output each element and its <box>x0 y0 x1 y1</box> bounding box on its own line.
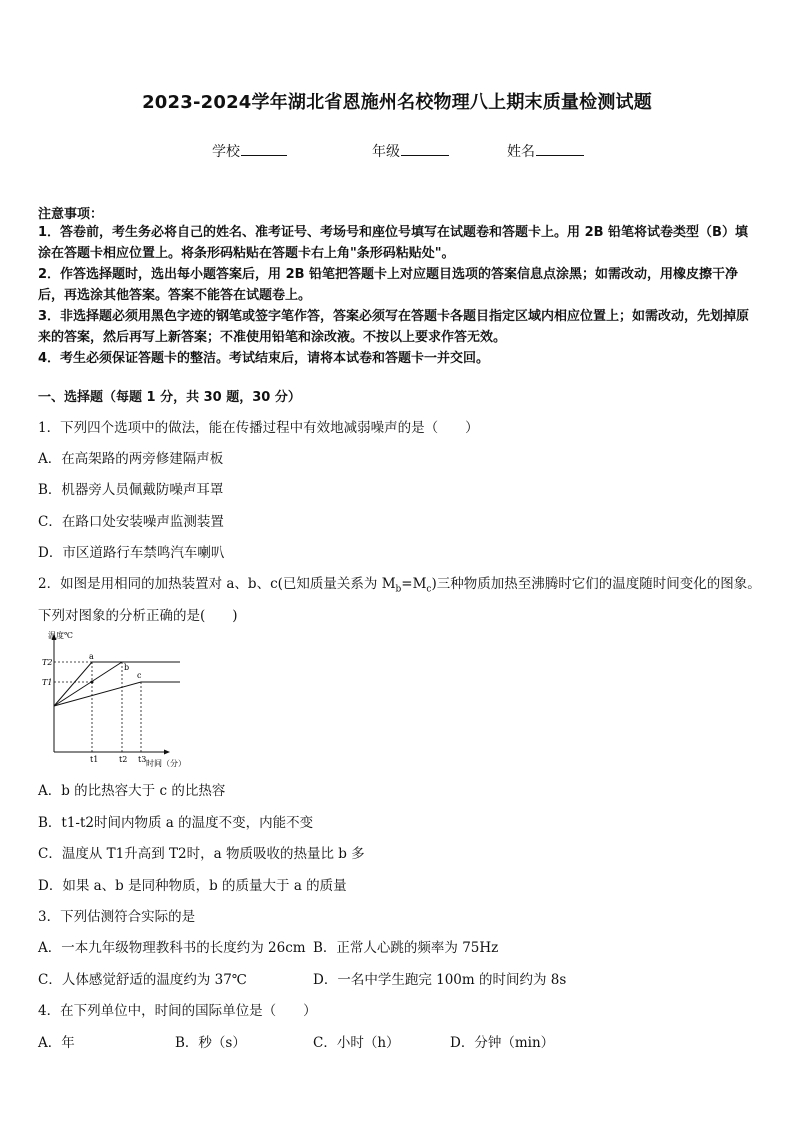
name-blank[interactable] <box>536 141 584 156</box>
question-stem: 1．下列四个选项中的做法，能在传播过程中有效地减弱噪声的是（ ） <box>38 420 479 436</box>
option-d[interactable]: D．市区道路行车禁鸣汽车喇叭 <box>38 545 225 561</box>
school-field[interactable] <box>212 141 287 161</box>
option-b[interactable]: B．正常人心跳的频率为 75Hz <box>313 940 499 956</box>
name-field[interactable] <box>507 141 584 161</box>
option-c[interactable]: C．小时（h） <box>313 1035 400 1051</box>
question-stem: 4．在下列单位中，时间的国际单位是（ ） <box>38 1003 317 1019</box>
curve-label-a: a <box>89 652 94 661</box>
option-b[interactable]: B．机器旁人员佩戴防噪声耳罩 <box>38 482 224 498</box>
option-a[interactable]: A．一本九年级物理教科书的长度约为 26cm <box>38 940 306 956</box>
option-a[interactable]: A．年 <box>38 1035 75 1051</box>
option-c[interactable]: C．人体感觉舒适的温度约为 37℃ <box>38 972 247 988</box>
stem-subscript: b <box>395 584 402 595</box>
section-heading: 一、选择题（每题 1 分，共 30 题，30 分） <box>38 390 301 405</box>
curve-label-c: c <box>137 671 142 680</box>
option-b[interactable]: B．秒（s） <box>175 1035 246 1051</box>
x-axis-label: 时间（分） <box>146 759 186 768</box>
school-blank[interactable] <box>241 141 287 156</box>
intersection-dot <box>91 681 94 684</box>
grade-label: 年级 <box>372 144 400 160</box>
name-label: 姓名 <box>507 144 535 160</box>
option-a[interactable]: A．b 的比热容大于 c 的比热容 <box>38 783 226 799</box>
x-axis-arrow <box>164 750 170 755</box>
x-tick-label: t1 <box>90 755 99 764</box>
note-item: 1．答卷前，考生务必将自己的姓名、准考证号、考场号和座位号填写在试题卷和答题卡上。用 2B 铅笔将试卷类型（B）填涂在答题卡相应位置上。将条形码粘贴在答题卡右上角"条形码粘贴处"。 <box>38 225 748 261</box>
x-tick-label: t2 <box>119 755 128 764</box>
page-title: 2023-2024学年湖北省恩施州名校物理八上期末质量检测试题 <box>142 92 652 113</box>
option-d[interactable]: D．如果 a、b 是同种物质，b 的质量大于 a 的质量 <box>38 878 347 894</box>
option-d[interactable]: D．分钟（min） <box>450 1035 555 1051</box>
grade-blank[interactable] <box>401 141 449 156</box>
curve-label-b: b <box>124 663 130 672</box>
question-stem-line2: 下列对图象的分析正确的是( ) <box>38 608 238 624</box>
school-label: 学校 <box>212 144 240 160</box>
notes-heading: 注意事项： <box>38 207 104 222</box>
note-item: 4．考生必须保证答题卡的整洁。考试结束后，请将本试卷和答题卡一并交回。 <box>38 351 490 366</box>
note-item: 3．非选择题必须用黑色字迹的钢笔或签字笔作答，答案必须写在答题卡各题目指定区域内相应位置上；如需改动，先划掉原来的答案，然后再写上新答案；不准使用铅笔和涂改液。不按以上要求作答无效。 <box>38 309 750 345</box>
stem-text: =M <box>401 576 427 592</box>
note-item: 2．作答选择题时，选出每小题答案后，用 2B 铅笔把答题卡上对应题目选项的答案信息点涂黑；如需改动，用橡皮擦干净后，再选涂其他答案。答案不能答在试题卷上。 <box>38 267 739 303</box>
option-a[interactable]: A．在高架路的两旁修建隔声板 <box>38 451 224 467</box>
curve-a <box>54 662 180 706</box>
option-d[interactable]: D．一名中学生跑完 100m 的时间约为 8s <box>313 972 567 988</box>
y-tick-label: T2 <box>42 658 53 667</box>
stem-text: 2．如图是用相同的加热装置对 a、b、c(已知质量关系为 M <box>38 576 396 592</box>
x-tick-label: t3 <box>138 755 147 764</box>
grade-field[interactable] <box>372 141 449 161</box>
y-tick-label: T1 <box>42 678 53 687</box>
stem-text: )三种物质加热至沸腾时它们的温度随时间变化的图象。 <box>431 576 761 592</box>
temperature-time-graph <box>40 630 190 770</box>
option-b[interactable]: B．t1-t2时间内物质 a 的温度不变，内能不变 <box>38 815 314 831</box>
stem-subscript: c <box>426 584 432 595</box>
option-c[interactable]: C．在路口处安装噪声监测装置 <box>38 514 224 530</box>
option-c[interactable]: C．温度从 T1升高到 T2时，a 物质吸收的热量比 b 多 <box>38 846 365 862</box>
y-axis-label: 温度℃ <box>48 631 73 640</box>
curve-b <box>54 662 122 706</box>
question-stem: 3．下列估测符合实际的是 <box>38 909 196 925</box>
question-stem <box>38 572 761 595</box>
